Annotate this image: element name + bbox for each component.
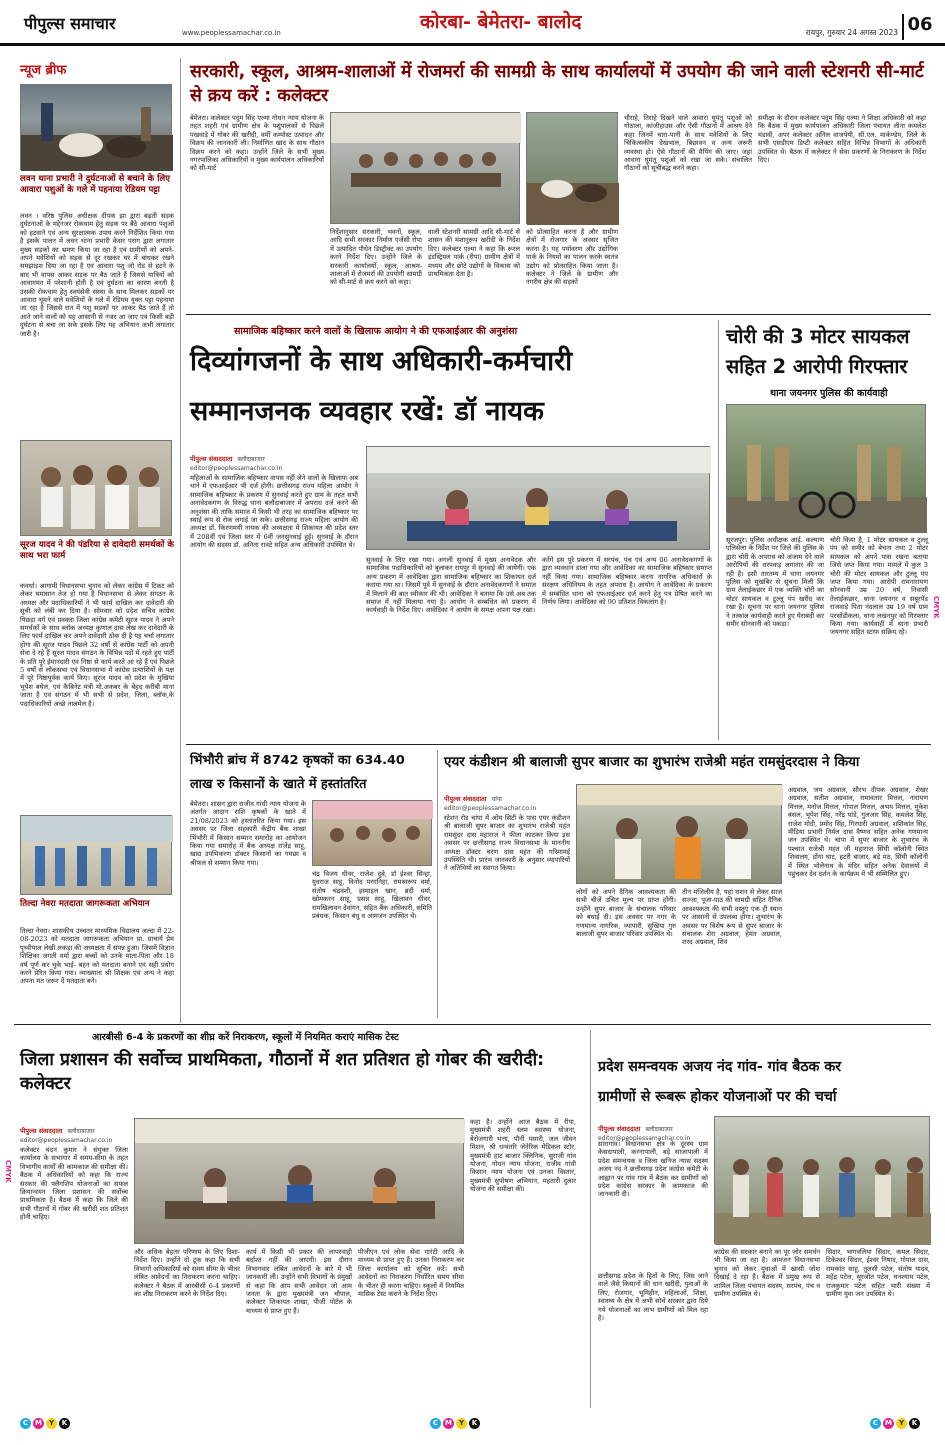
aircon-byline-reporter: पीपुल्स संवाददाता (444, 795, 487, 803)
lead-photo-meeting (330, 112, 520, 224)
kisan-headline-line2: लाख रु किसानों के खाते में हस्तांतरित (190, 777, 367, 792)
cmyk-m: M (443, 1418, 454, 1429)
gobar-col4: पीजीएन एवं लोक सेवा गारंटी आदि के माध्यम से प्राप्त हुए हैं। उनका निराकरण कर जिला कार्यालय को सूचित करें। सभी आवेदनों का निराकरण निर्धारित समय सीमा के भीतर ही करना चाहिए। स्कूलों में नियमित मासिक टेस्ट कराने के निर्देश दिए। (358, 1248, 464, 1299)
inauguration-photo-illustration (577, 785, 783, 885)
column-divider-left (180, 58, 181, 1023)
website-url: www.peoplessamachar.co.in (182, 29, 281, 37)
gobar-byline-email: editor@peoplessamachar.co.in (20, 1137, 113, 1144)
main-col3: करेंगे इस पूरे प्रकरण में सरपंच, पंच एवं अन्य 06 अनावेदकगणों के द्वारा व्यवधान डाला गया और आवेदिका का सामाजिक बहिष्कार समाप्त नहीं किया गया। सामाजिक बहिष्कार करना नागरिक अधिकारों के संरक्षण अधिनियम के तहत अपराध है। आयोग ने आवेदिका के प्रकरण में सम्बंधित थाना को एफआईआर दर्ज करने हेतु पत्र प्रेषित करने का निर्णय लिया। आवेदिका को 90 प्रतिशत विकलांग है। (542, 556, 712, 607)
main-headline-line2: सम्मानजनक व्यवहार रखें: डॉ नायक (190, 396, 544, 427)
lead-col3: वाली स्टेशनरी सामग्री आदि सी-मार्ट से शासन की मंशानुरूप खरीदी के निर्देश दिए। कलेक्टर एल्मा ने कहा कि रूरल इंडस्ट्रियल पार्क (रीपा) ग्रामीण क्षेत्रों में मध्यम और छोटे उद्योगों के विकास को प्राथमिकता देता है। (428, 228, 520, 279)
cattle-shed-photo-illustration (527, 113, 619, 225)
lead-photo-cattle (526, 112, 618, 224)
main-byline-reporter: पीपुल्स संवाददाता (190, 455, 233, 463)
cmyk-mark-bottom-right (870, 1418, 920, 1429)
police-photo-illustration (727, 405, 927, 533)
gobar-byline (20, 1118, 128, 1142)
column-divider-main-right (718, 320, 719, 740)
masthead (0, 0, 945, 46)
aircon-col4: अग्रवाल, जय अग्रवाल, सौरभ दीपक अग्रवाल, शेखर अग्रवाल, सतीश अग्रवाल, रामावतार मित्तल, नारायण मित्तल, मनोज मित्तल, गोपाल मित्तल, अभय मित्तल, मुकेश बंसल, भूपेश सिंह, नरेंद्र पांडे, गुलजार सिंह, कमलेश सिंह, राजेश मोदी, प्रमोद सिंह, गिरधारी अग्रवाल, शशिकांत सिंह, मीडिया प्रभारी निर्मल दास वैष्णव सहित अनेक गणमान्य जन उपस्थित थे। चांपा में सुपर बाजार के शुभारंभ के पश्चात राजेश्री महंत जी महाराज सिंघी कॉलोनी स्थित शिवालय, डोंगा घाट, हटरी बाजार, बड़े मठ, सिंघी कॉलोनी में स्थित भोलेनाथ के मंदिर सहित अनेक देवालयों में पहुंचकर देव दर्शन के कार्यक्रम में भी सम्मिलित हुए। (788, 786, 928, 879)
aircon-byline-location: चांपा (491, 796, 502, 803)
ajay-col1: सारागांव। विधानसभा क्षेत्र के दूरस्थ ग्राम केसदापाली, करनापाली, बड़े साजापाली में प्रदेश समन्वयक व जिला खनिज न्यास सदस्य अजय नंद ने छत्तीसगढ़ प्रदेश कांग्रेस कमेटी के आह्वान पर गांव गांव में बैठक कर ग्रामीणों को प्रदेश कांग्रेस सरकार के कामकाज की जानकारी दी। (598, 1140, 708, 1199)
brief3-body: तिल्दा नेवरा। शासकीय उच्चतर माध्यमिक विद्यालय अल्दा में 22-08-2023 को मतदाता जागरूकता अभियान प्रा. प्राचार्य प्रेम पृथ्वीपाल लेखी लकड़ा की अध्यक्षता में संपन्न हुआ। जिसमें विज्ञान शिक्षिका जगती वर्मा द्वारा बच्चों को उनके माता-पिता और 18 वर्ष पूर्ण कर चुके भाई- बहन को मतदाता बनाने एवं सही प्रयोग करने प्रेरित किया गया। व्याख्याता श्री शिक्षक एवं अन्य ने कहा अपना मत जरूर दें मतदाता बने। (20, 927, 174, 986)
cmyk-c: C (430, 1418, 441, 1429)
ajay-photo-villagers (714, 1116, 930, 1244)
kisan-col1: बेमेतरा। शासन द्वारा राजीव गांधी न्याय योजना के अंतर्गत आदान राशि कृषकों के खाते में 21/08/2023 को हस्तांतरित किया गया। इस अवसर पर जिला सहकारी केंद्रीय बैंक शाखा भिंभौरी में किसान सम्मान समारोह का आयोजन किया गया समारोह में बैंक अध्यक्ष राजेंद्र साहू, खाद्य उपभिकरण डॉक्टर किसानों का गमछा व श्रीफल से सम्मान किया गया। (190, 800, 306, 867)
gobar-col5: कहा है। उन्होंने आज बैठक में रीपा, मुख्यमंत्री शहरी स्लम स्वास्थ्य योजना, बेरोजगारी भत्ता, पौनी पसारी, जल जीवन मिशन, श्री धन्वंतरि जेनेरिक मेडिकल स्टोर, मुख्यमंत्री हाट बाजार क्लिनिक, सुराजी गांव योजना, गोधन न्याय योजना, राजीव गांधी किसान न्याय योजना एवं उनका विस्तार, मुख्यमंत्री सुपोषण अभियान, महतारी दुलार योजना की समीक्षा की। (470, 1118, 576, 1194)
main-photo-hearing (366, 446, 710, 550)
kisan-col2: चंद्र विजय धीवर, राजेश दुबे, डॉ ईश्वर सिन्हा, युवराज साहू, विनोद परगनिहा, रामस्वरूप वर्मा, संतोष चंद्रवंशी, इस्माइल खान, ब्रदी वर्मा, खोमकरन साहू, प्रसन्न साहू, खिलावन धीवर, रामखिलावन देवांगन, सहित बैंक अधिकारी, समिति प्रबंधक, किसान बंधु व आमजन उपस्थित थे। (312, 870, 432, 921)
candidate-photo-illustration (21, 441, 173, 537)
brief1-headline: लवन थाना प्रभारी ने दुर्घटनाओं से बचाने के लिए आवारा पशुओं के गले में पहनाया रेडियम पट्टा (20, 174, 171, 195)
news-brief-photo-candidate (20, 440, 172, 536)
cmyk-c: C (870, 1418, 881, 1429)
cmyk-y: Y (896, 1418, 907, 1429)
gobar-byline-location: बलौदाबाजार (67, 1128, 95, 1135)
dateline: रायपुर, गुरुवार 24 अगस्त 2023 (805, 28, 898, 37)
cycle-subhead: थाना जयनगर पुलिस की कार्यवाही (770, 388, 888, 399)
ajay-byline (598, 1116, 708, 1142)
ajay-headline-line1: प्रदेश समन्वयक अजय नंद गांव- गांव बैठक कर (598, 1059, 842, 1075)
lead-col5: चौराहे, तिराहे दिखने वाले आवारा घुमंतू पशुओं को गोठाला, कांजीहाउस और ऐसी गौठानों में आश्रय देने कहा जिनमें चारा-पानी के साथ मवेशियों के लिए चिकित्सकीय देखभाल, बिछावन व अन्य जरूरी व्यवस्था हो। ऐसे गौठानों की मैपिंग की जाए। जहां आवारा घुमंतू पशुओं को रखा जा सके। संचालित गौठानों को सूचीबद्ध करने कहा। (624, 114, 752, 173)
lead-bottom-rule (186, 314, 931, 315)
gobar-col2: और अधिक बेहतर परिणाम के लिए दिशा-निर्देश दिए। उन्होंने दो टूक कहा कि सभी विभागों अधिकारियों को समय सीमा के भीतर लंबित आवेदनों का निराकरण करना चाहिए। कलेक्टर ने बैठक में आरबीसी 6-4 प्रकरणों का शीघ्र निराकरण करने के निर्देश दिए। (134, 1248, 240, 1299)
main-byline-location: बलौदाबाजार (237, 456, 265, 463)
middle-bottom-rule (14, 1024, 931, 1025)
collector-meeting-photo-illustration (135, 1119, 465, 1245)
brand-name: पीपुल्स समाचार (24, 14, 116, 33)
cmyk-k: K (59, 1418, 70, 1429)
gobar-photo-meeting (134, 1118, 464, 1244)
cmyk-mark-bottom-center (430, 1418, 480, 1429)
brief2-body: कवर्धा। आगामी विधानसभा चुनाव को लेकर कांग्रेस में टिकट को लेकर घमासान तेज हो गया है विधानसभा से लेकर संगठन के अध्यक्ष और पदाधिकारियों ने भी फार्म दाखिल कर दावेदारी की सूची को लंबी कर दिया है। सोमवार को प्रदेश सचिव कांग्रेस पिछड़ा वर्ग एवं प्रवक्ता जिला कांग्रेस कमेटी सूरज यादव ने अपने समर्थकों के साथ ब्लॉक अध्यक्ष कुणाल दास लेख कर दावेदारी के लिए फार्म दाखिल कर अपने दावेदारी ठोक दी है यह चर्चा लगातार होगा की सूरज यादव पिछले 32 वर्षों से कांग्रेस पार्टी को अपनी सेवा दे रहे हैं सूरज यादव संगठन के विभिन्न पदों में रहते हुए पार्टी के प्रति पूरे ईमानदारी एवं निष्ठा से कार्य करते आ रहे हैं एवं पिछले 5 वर्षों से लोकसभा एवं विधानसभा में कांग्रेस प्रत्याशियों के पक्ष में पूरे निष्ठापूर्वक कार्य किए। सूरज यादव को प्रदेश के मुखिया भूपेश बघेल, एवं कैबिनेट मंत्री मो.अकबर के बेहद करीबी माना जाता है एवं संगठन में भी सभी से प्रदेश, जिला, ब्लॉक,के पदाधिकारियों अच्छे तालमेल है। (20, 582, 174, 708)
aircon-headline: एयर कंडीशन श्री बालाजी सुपर बाजार का शुभारंभ राजेश्री महंत रामसुंदरदास ने किया (444, 754, 860, 770)
lead-col2: निर्देशानुसार सरकारी, भवनों, स्कूल, आदि सभी सरकार निर्माण एजेंसी रोपा में उत्पादित पौधेन डिस्ट्रीक्ट का उपयोग करने निर्देश दिए। उन्होंने जिले के सरकारी कार्यालयों, स्कूल, आश्रम-शालाओं में रोजमर्रा की उपयोगी सामग्री को सी-मार्ट से क्रय करने को कहा। (330, 228, 422, 287)
gobar-col3: कार्य में किसी भी प्रकार की लापरवाही बर्दाश्त नहीं की जाएगी। इस दौरान विभागवार लंबित आवेदनों के बारे में भी जानकारी ली। उन्होंने सभी विभागों के प्रमुखों से कहा कि आप सभी आवेदन जो आम जनता के द्वारा मुख्यमंत्री जन चौपाल, कलेक्टर शिकायत शाखा, पीजी पोर्टल के माध्यम से प्राप्त हुए हैं। (246, 1248, 352, 1315)
cmyk-vertical-right: CMYK (932, 596, 940, 619)
gobar-kicker: आरबीसी 6-4 के प्रकरणों का शीघ्र करें निराकरण, स्कूलों में नियमित कराएं मासिक टेस्ट (92, 1032, 399, 1043)
cycle-headline-line1: चोरी की 3 मोटर सायकल (726, 325, 910, 348)
ajay-col3: कांग्रेस की सरकार बनाने का पूर जोर समर्थन भी किया जा रहा है। आमजन विधानसभा चुनाव को लेकर युवाओं में खासी जोश दिखाई दे रहा है। बैठक में प्रमुख रूप से शामिल जिला पंचायत सदस्य, सरपंच, पंच व ग्रामीण उपस्थित थे। (714, 1248, 820, 1299)
meeting-photo-illustration (331, 113, 521, 225)
news-brief-photo-school (20, 815, 172, 895)
aircon-col1: स्टेशन रोड चांपा में ओम सिटी के पास एयर कंडीशन श्री बालाजी सुपर बाजार का शुभारंभ राजेश्री महंत रामसुंदर दास महाराज ने फीता काटकर किया इस अवसर पर छत्तीसगढ़ राज्य विधानसभा के माननीय अध्यक्ष डॉक्टर चरण दास महंत की गरिमामई उपस्थिति थी। प्रारंभ जानकारी के अनुसार व्यापारियों ने अतिथियों का स्वागत किया। (444, 814, 570, 873)
main-byline-email: editor@peoplessamachar.co.in (190, 465, 283, 472)
brief2-headline: सूरज यादव ने की पंडरिया से दावेदारी समर्थकों के साथ भरा फार्म (20, 540, 174, 561)
aircon-byline-email: editor@peoplessamachar.co.in (444, 805, 537, 812)
hearing-photo-illustration (367, 447, 711, 551)
cmyk-c: C (20, 1418, 31, 1429)
ajay-byline-email: editor@peoplessamachar.co.in (598, 1135, 691, 1142)
school-photo-illustration (21, 816, 173, 896)
news-brief-photo-cattle (20, 84, 172, 170)
cycle-col2: चोरी किया है, 1 मोटर सायकल व टुल्लू पंप को समीर को बेचना तथा 2 मोटर सायकल को अपने पास रखना बताया जिसे जप्त किया गया। मामले में कुल 3 चोरी की मोटर सायकल और टुल्लू पंप जप्त किया गया। आरोपी रामनारायण सोनवानी उम्र 20 वर्ष, निवासी तेलाईकछार, थाना जयनगर व सबूरपेंड राजवाड़े पिता नंदलाल उम्र 19 वर्ष ग्राम परसोडीकला, थाना लखनपुर को गिरफ्तार किया गया। कार्यवाही में थाना प्रभारी जयनगर सहित स्टाफ सक्रिय रहे। (830, 536, 928, 637)
main-col2: सुनवाई के लिए रखा गया। अगली सुनवाई में मुख्य अनावेदक और सामाजिक पदाधिकारियों को बुलाकर रायपुर में सुनवाई की जायेगी। एक अन्य प्रकरण में आवेदिका द्वारा सामाजिक बहिष्कार का शिकायत दर्ज कराया गया था। जिसमें पूर्व में सुनवाई के दौरान अनावेदकगणों ने समाज में मिलाने की बात स्वीकार की थी। आवेदिका ने बताया कि उसे अब तक समाज में नहीं मिलाया गया है। आयोग ने सम्बंधित को प्रकरण में कार्यवाही के निर्देश दिए। आवेदिका ने आयोग के समक्ष अपना पक्ष रखा। (366, 556, 536, 615)
ajay-byline-location: बलौदाबाजार (645, 1126, 673, 1133)
ajay-col2: छत्तीसगढ़ प्रदेश के हितों के लिए, जिस जाने वाले जैसे किसानों की धान खरीदी, युवाओं के लिए, रोजगार, भूमिहीन, महिलाओं, शिक्षा, स्वास्थ्य के क्षेत्र में अभी सोचें सरकार द्वारा दिये गये योजनाओं का लाभ ग्रामीणों को मिल रहा है। (598, 1272, 708, 1323)
aircon-photo-inauguration (576, 784, 782, 884)
cycle-headline-line2: सहित 2 आरोपी गिरफ्तार (726, 355, 908, 378)
cmyk-m: M (883, 1418, 894, 1429)
ajay-col4: सिदार, भागवलिया सिदार, कमल सिदार, टिकेश्वर सिदार, ईश्वर निषाद, गोपाल दास, रामकांत साहू, तुलसी पटेल, संतोष यादव, महेंद्र पटेल, सूरजोत पटेल, घनश्याम पटेल, राजकुमार पटेल सहित भारी संख्या में ग्रामीण युवा जन उपस्थित थे। (826, 1248, 930, 1299)
brand-logo (24, 12, 174, 34)
gobar-headline: जिला प्रशासन की सर्वोच्च प्राथमिकता, गौठानों में शत प्रतिशत हो गोबर की खरीदी: कलेक्टर (20, 1050, 545, 1094)
gobar-byline-reporter: पीपुल्स संवाददाता (20, 1127, 63, 1135)
cycle-col1: सूरजपुर। पुलिस अधीक्षक आई. कल्याण एलिसेला के निर्देश पर जिले की पुलिस के द्वारा चोरी के अपराध को अंजाम देने वाले आरोपियों की धरपकड़ लगातार की जा रही है। इसी तारतम्य में थाना जयनगर पुलिस को मुखबिर से सूचना मिली कि ग्राम तेलाईकछार में एक व्यक्ति चोरी का मोटर सायकल व टुल्लू पंप खरीद कर रखा है। सूचना पर थाना जयनगर पुलिस ने तत्काल कार्यवाही करते हुए घेराबंदी कर समीर सोनवानी को पकड़ा। (726, 536, 824, 629)
news-brief-label: न्यूज ब्रीफ (20, 63, 67, 78)
cycle-photo-police (726, 404, 926, 532)
ajay-headline-line2: ग्रामीणों से रूबरू होकर योजनाओं पर की चर्चा (598, 1089, 837, 1105)
main-kicker: सामाजिक बहिष्कार करने वालों के खिलाफ आयोग ने की एफआईआर की अनुशंसा (234, 326, 518, 337)
edition-title: कोरबा- बेमेतरा- बालोद (420, 11, 582, 33)
gobar-col1: कलेक्टर चंदन कुमार ने संयुक्त जिला कार्यालय के सभागार में समय-सीमा के तहत विभागीय कार्यों की कामकाज की समीक्षा की। बैठक में अधिकारियों को कहा कि राज्य सरकार की फ्लैगशिप योजनाओं का सफल क्रियान्वयन जिला प्रशासन की सर्वोच्च प्राथमिकता है। बैठक में कहा कि जिले की सभी गौठानों में गोबर की खरीदी शत प्रतिशत होनी चाहिए। (20, 1146, 128, 1222)
main-bottom-rule (186, 744, 931, 745)
ceremony-photo-illustration (313, 801, 433, 867)
aircon-col3: तीन मंजिलीय है, यहां राशन से लेकर साज सज्जा, पूजा-पाठ की सामग्री सहित दैनिक आवश्यकता की सभी वस्तुएं एक ही स्थान पर आसानी से उपलब्ध होगा। शुभारंभ के अवसर पर विशेष रूप से सुपर बाजार के संचालक शेरा अग्रवाल, हेमंत अग्रवाल, शरद अग्रवाल, शिव (682, 888, 782, 947)
kisan-headline-line1: भिंभौरी ब्रांच में 8742 कृषकों का 634.40 (190, 753, 405, 768)
cmyk-vertical-left: CMYK (4, 1160, 12, 1183)
main-headline-line1: दिव्यांगजनों के साथ अधिकारी-कर्मचारी (190, 346, 573, 377)
lead-col1: बेमेतरा। कलेक्टर पदुम सिंह एल्मा गोधन न्याय योजना के तहत शहरी एवं ग्रामीण क्षेत्र के पशुपालकों से पिछले पखवाड़े में गोबर की खरीदी, वर्मी कम्पोस्ट उत्पादन और विक्रय की जानकारी ली। निर्माणित खाद के साथ गौठान विक्रय करने को कहा। उन्होंने जिले के सभी मुख्य नगरपालिका अधिकारियों व मुख्य कार्यपालन अधिकारियों को सी-मार्ट (190, 114, 324, 173)
cmyk-y: Y (46, 1418, 57, 1429)
cmyk-m: M (33, 1418, 44, 1429)
cmyk-k: K (909, 1418, 920, 1429)
cattle-photo-illustration (21, 85, 173, 171)
brief1-body: लवन । वरिष्ठ पुलिस अधीक्षक दीपक झा द्वारा बढ़ती सड़क दुर्घटनाओं के मद्देनजर रोकथाम हेतु सड़क पर बैठे आवारा पशुओं को हटवाने एवं अन्य सुरक्षात्मक उपाय करने निर्देशित किया गया है इसके पालन में लवन थाना प्रभारी केसर पराग द्वारा लगातार मुख्य सड़कों का भ्रमण किया जा रहा है एवं ग्रामीणों को अपने-अपने मवेशियों को सड़क से दूर रखकर घर में बांधकर रखने समझाइश दिया जा रहा है एवं आवारा पशु जो रोड से हटने के बाद भी वापस आकर सड़क पर बैठ जाते हैं जिससे यात्रियों को आवागमन में परेशानी होती है एवं दुर्घटना का कारण बनती है उसकी रोकथाम हेतु स्वयंसेवी संस्था के साथ मिलकर सड़कों पर आवारा घूमने वाले मवेशियों के गले में रेडियम युक्त पट्टा पहनाया जा रहा है जिससे रात में पशु सड़कों पर आकर बैठ जाते हैं तो आने जाने वालों को यह आसानी से नजर आ जाए एवं किसी बड़ी दुर्घटना से बचा जा सके इसके लिए यह अभियान अभी लगातार जारी है। (20, 212, 174, 338)
main-col1: महिलाओं के सामाजिक बहिष्कार वापस नहीं लेने वालों के खिलाफ अब थाने में एफआईआर भी दर्ज होगी। छत्तीसगढ़ राज्य महिला आयोग ने सामाजिक बहिष्कार के प्रकरण में सुनवाई करते हुए ग्राम के तहत सभी अनावेदकगण के विरुद्ध थाना बलौदाबाजार में अपराध दर्ज करने की अनुशंसा की ताकि समाज में किसी भी तरह का सामाजिक बहिष्कार पर स्थाई रूप से रोक लगाई जा सके। छत्तीसगढ़ राज्य महिला आयोग की अध्यक्ष डॉ. किरणमयी नायक की अध्यक्षता में शिकायत की प्रदेश स्तर में 208वीं एवं जिला स्तर में 6वीं जनसुनवाई हुई। सुनवाई के दौरान आयोग की सदस्य डॉ. अनिता रावटे सहित अन्य अधिकारी उपस्थित थे। (190, 474, 358, 550)
cmyk-y: Y (456, 1418, 467, 1429)
cmyk-mark-bottom-left (20, 1418, 70, 1429)
kisan-photo-ceremony (312, 800, 432, 866)
lead-headline: सरकारी, स्कूल, आश्रम-शालाओं में रोजमर्रा की सामग्री के साथ कार्यालयों में उपयोग की जाने वाली स्टेशनरी सी-मार्ट से क्रय करें : कलेक्टर (190, 62, 924, 106)
page-number: 06 (902, 14, 936, 40)
brief3-headline: तिल्दा नेवरा मतदाता जागरूकता अभियान (20, 899, 150, 909)
villagers-photo-illustration (715, 1117, 931, 1245)
ajay-byline-reporter: पीपुल्स संवाददाता (598, 1125, 641, 1133)
lead-col4: को प्रोत्साहित करना है और ग्रामीण क्षेत्रों में रोजगार के अवसर सृजित करना है। यह पर्यावरण और उद्योगिक पार्क के नियमों का पालन करके स्वतंत्र उद्योग को प्रोत्साहित किया जाता है। कलेक्टर ने जिले के ग्रामीण और नगरीय क्षेत्र की सड़कों (526, 228, 618, 287)
lead-col6: समीक्षा के दौरान कलेक्टर पदुम सिंह एल्मा ने शिक्षा अधिकारी को कहा कि बैठक में मुख्य कार्यपालन अधिकारी जिला पंचायत लीना कमलेश मंडावी, अपर कलेक्टर अनिल वाजपेयी, सी.एल. मार्कण्डेय, जिले के सभी एसडीएम डिप्टी कलेक्टर सहित विभिन्न विभागों के अधिकारी उपस्थित थे। बैठक में कलेक्टर ने सेवा प्रकरणों के निराकरण के निर्देश दिए। (758, 114, 926, 165)
aircon-col2: लोगों को अपने दैनिक आवश्यकता की सभी चीजें उचित मूल्य पर प्राप्त होंगी। उन्होंने सुपर बाजार के संचालक परिवार को बधाई दी। इस अवसर पर नगर के गणमान्य नागरिक, व्यापारी, सुखिया गुरु बालाजी सुपर बाजार परिवार उपस्थित थे। (576, 888, 676, 939)
column-divider-kisan (437, 750, 438, 1018)
column-divider-bottom (590, 1030, 591, 1408)
main-byline (190, 446, 358, 470)
cmyk-k: K (469, 1418, 480, 1429)
